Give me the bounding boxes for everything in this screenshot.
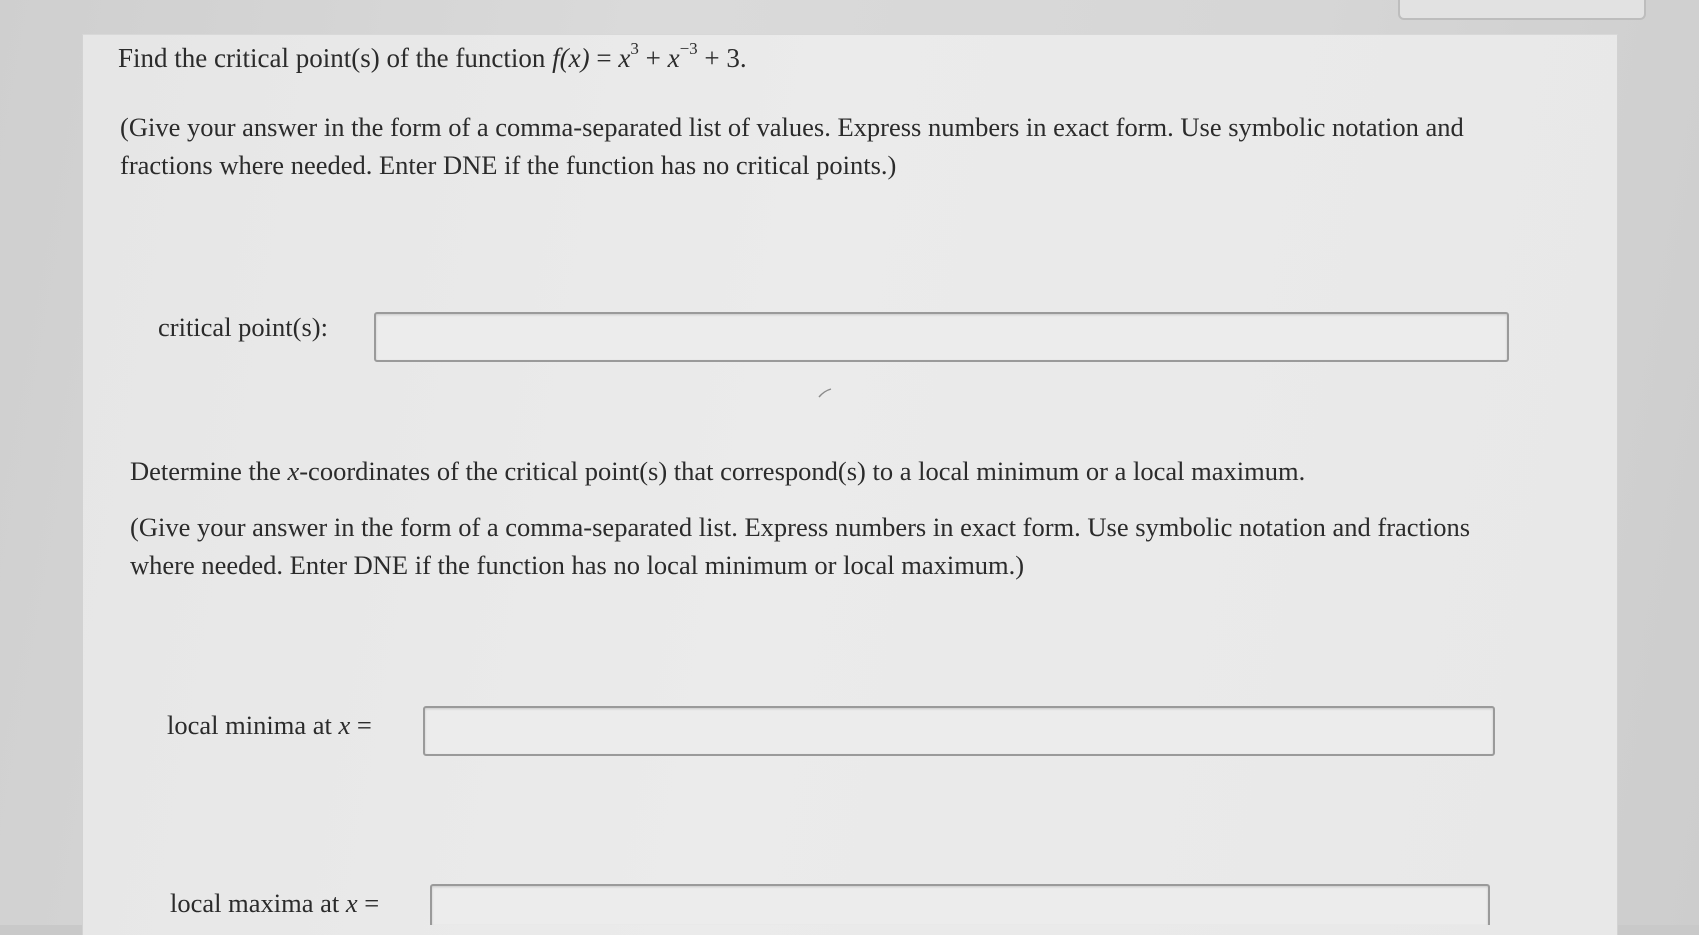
question1-prompt	[118, 39, 747, 74]
function-equals: =	[596, 43, 612, 73]
question2-instructions-line2: where needed. Enter DNE if the function has no local minimum or local maximum.)	[130, 550, 1025, 580]
local-maxima-label	[170, 888, 379, 919]
local-maxima-label-eq: =	[364, 888, 380, 918]
question2-prompt-pre: Determine the	[130, 456, 281, 486]
local-maxima-label-text: local maxima at	[170, 888, 340, 918]
critical-points-input[interactable]	[374, 312, 1509, 362]
question2-prompt	[130, 452, 1305, 490]
function-plus1: +	[645, 43, 661, 73]
question1-instructions-line1: (Give your answer in the form of a comma-separated list of values. Express numbers in exact form. Use symbolic notation and	[120, 112, 1464, 142]
local-minima-label-var: x	[338, 710, 351, 740]
question1-instructions	[120, 108, 1464, 184]
question2-instructions-line1: (Give your answer in the form of a comma-separated list. Express numbers in exact form. Use symbolic notation and fractions	[130, 512, 1471, 542]
local-maxima-input[interactable]	[430, 884, 1490, 925]
function-constant: + 3.	[704, 43, 747, 73]
local-minima-label-eq: =	[356, 710, 372, 740]
local-minima-label-text: local minima at	[167, 710, 332, 740]
function-term1-exponent: 3	[630, 39, 639, 58]
question2-instructions	[130, 508, 1470, 584]
question1-instructions-line2: fractions where needed. Enter DNE if the function has no critical points.)	[120, 150, 897, 180]
function-term1-base: x	[618, 43, 631, 73]
question1-prompt-text: Find the critical point(s) of the function	[118, 43, 546, 73]
function-term2-exponent: −3	[679, 39, 698, 58]
question2-prompt-var: x	[287, 456, 300, 486]
critical-points-label: critical point(s):	[158, 312, 328, 342]
question2-prompt-post: -coordinates of the critical point(s) that correspond(s) to a local minimum or a local maximum.	[299, 456, 1306, 486]
function-lhs: f(x)	[552, 43, 590, 73]
local-maxima-label-var: x	[345, 888, 358, 918]
top-tab-button[interactable]	[1398, 0, 1646, 20]
local-minima-input[interactable]	[423, 706, 1495, 756]
stray-mark	[818, 388, 832, 398]
function-term2-base: x	[667, 43, 680, 73]
function-expression	[552, 39, 747, 73]
local-minima-label	[167, 710, 372, 741]
